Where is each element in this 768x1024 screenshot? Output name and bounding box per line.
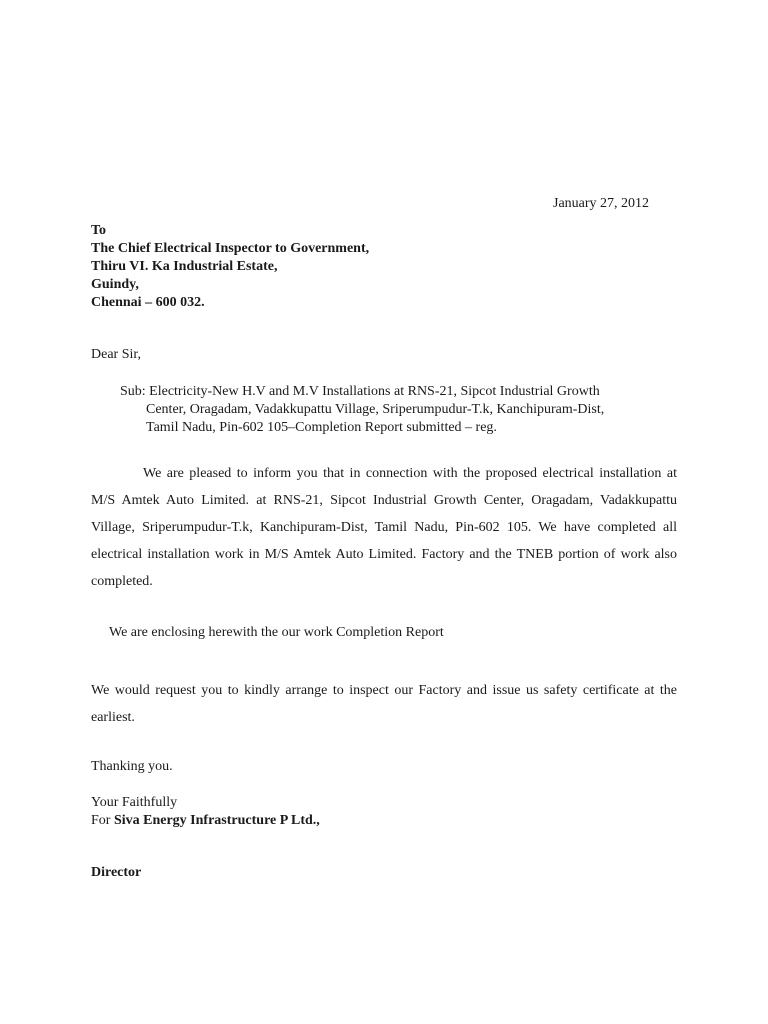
subject-block [120,383,660,437]
body-paragraph-request: We would request you to kindly arrange to inspect our Factory and issue us safety certificate at the earliest. [91,683,677,725]
salutation: Dear Sir, [91,347,141,362]
letter-date: January 27, 2012 [553,196,650,211]
address-line-city: Chennai – 600 032. [91,295,205,310]
company-name: Siva Energy Infrastructure P Ltd., [113,813,320,828]
body-paragraph-completion: We are pleased to inform you that in connection with the proposed electrical installation at M/S Amtek Auto Limited. at RNS-21, Sipcot Industrial Growth Center, Oragadam, Vadakkupattu Village, Sriperumpudur-T.k, Kanchipuram-Dist, Tamil Nadu, Pin-602 105. We have completed all electrical installation work in M/S Amtek Auto Limited. Factory and the TNEB portion of work also completed. [91,466,677,589]
company-prefix: For [91,813,114,828]
address-line-area: Guindy, [91,277,139,292]
subject-line-3: Tamil Nadu, Pin-602 105–Completion Report submitted – reg. [146,420,497,435]
closing-line: Your Faithfully [91,795,178,810]
body-paragraph-enclosure: We are enclosing herewith the our work Completion Report [109,625,444,640]
thanks-line: Thanking you. [91,759,173,774]
address-line-estate: Thiru VI. Ka Industrial Estate, [91,259,278,274]
closing-block [91,794,320,830]
address-recipient-title: The Chief Electrical Inspector to Government, [91,241,370,256]
subject-line-1: Sub: Electricity-New H.V and M.V Installations at RNS-21, Sipcot Industrial Growth [120,384,600,399]
company-line [91,812,320,830]
recipient-address [91,222,369,312]
signature-title: Director [91,865,142,880]
subject-line-2: Center, Oragadam, Vadakkupattu Village, Sriperumpudur-T.k, Kanchipuram-Dist, [146,402,605,417]
address-to: To [91,223,107,238]
